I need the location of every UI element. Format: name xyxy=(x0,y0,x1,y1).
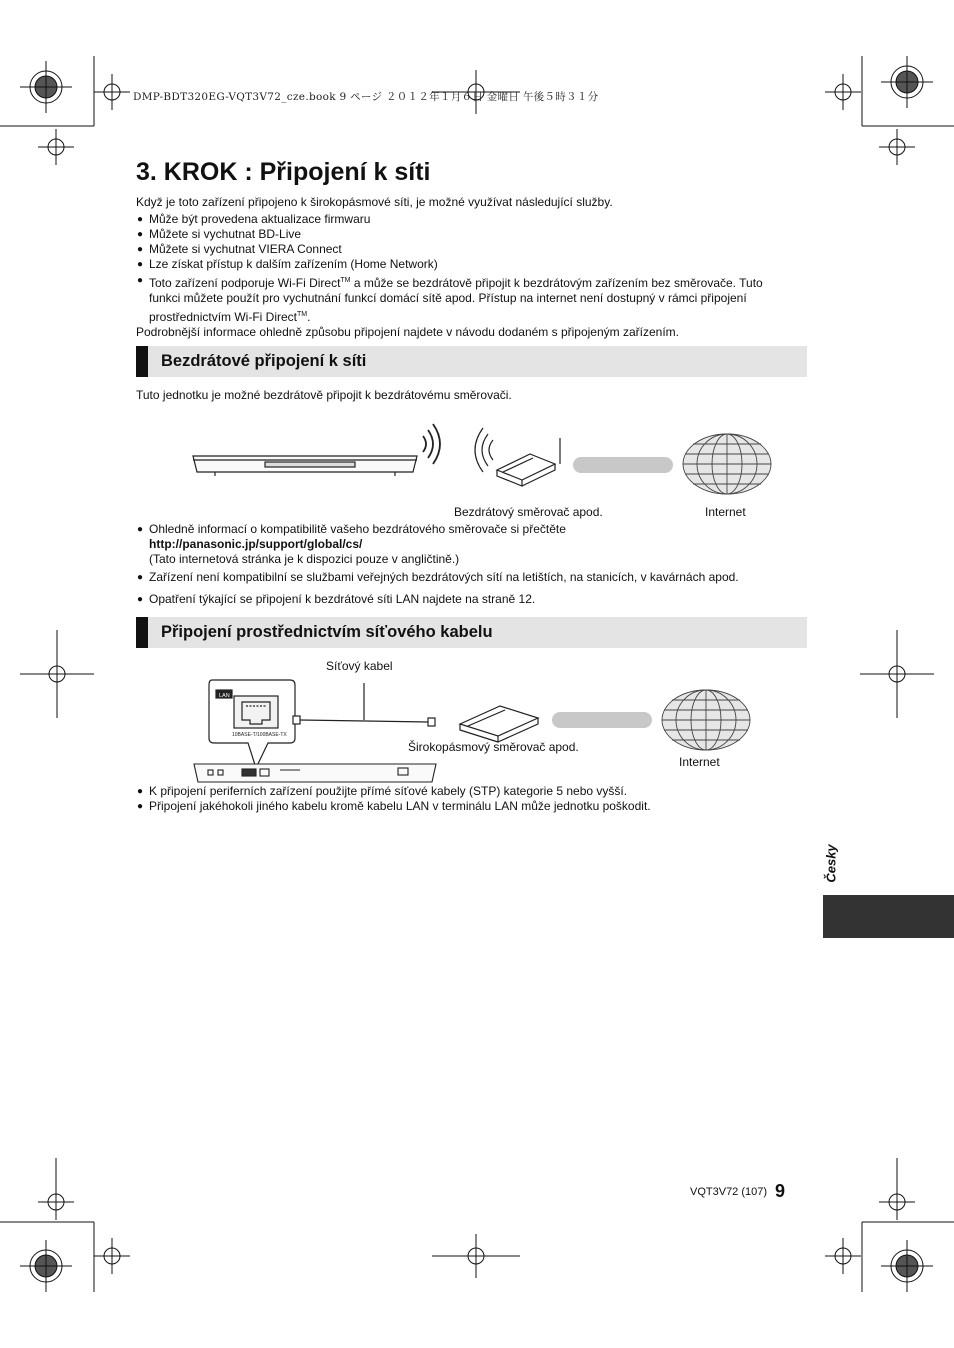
list-item: ● Opatření týkající se připojení k bezdrátové síti LAN najdete na straně 12. xyxy=(137,592,536,606)
document-code: VQT3V72 (107) xyxy=(690,1186,768,1198)
connection-bar xyxy=(552,712,652,728)
wifi-direct-note: ● Toto zařízení podporuje Wi-Fi Direct™ a může se bezdrátově připojit k bezdrátovým zařízením bez směrovače. Tuto funkci můžete použít pro vychutnání funkcí domácí sítě apod. Přístup na internet není dostupný v rámci připojení prostřednictvím Wi-Fi Direct™. xyxy=(137,275,763,324)
section-heading-label: Připojení prostřednictvím síťového kabelu xyxy=(161,623,493,641)
globe-illustration xyxy=(662,690,750,750)
language-tab xyxy=(823,895,954,938)
internet-caption: Internet xyxy=(705,505,746,519)
lan-port-label: LAN xyxy=(219,693,230,699)
language-label: Česky xyxy=(823,844,839,883)
broadband-router-caption: Širokopásmový směrovač apod. xyxy=(408,740,579,754)
wired-diagram xyxy=(190,678,760,788)
section-heading-label: Bezdrátové připojení k síti xyxy=(161,352,367,370)
lan-port-spec: 10BASE-T/100BASE-TX xyxy=(232,732,287,738)
section-heading-wireless xyxy=(136,346,807,377)
list-item: ● Můžete si vychutnat BD-Live xyxy=(137,227,302,241)
cable-illustration xyxy=(293,683,435,726)
print-header: DMP-BDT320EG-VQT3V72_cze.book 9 ページ ２０１２年１月６日 金曜日 午後５時３１分 xyxy=(133,91,599,103)
page-title: 3. KROK : Připojení k síti xyxy=(136,158,431,186)
player-illustration xyxy=(193,456,417,476)
list-item: ● Ohledně informací o kompatibilitě vašeho bezdrátového směrovače si přečtěte http://panasonic.jp/support/global/cs/ (Tato internetová stránka je k dispozici pouze v angličtině.) xyxy=(137,522,566,566)
section-heading-wired xyxy=(136,617,807,648)
section-marker xyxy=(136,346,148,377)
wireless-signal-icon xyxy=(423,424,440,464)
list-item: ● K připojení periferních zařízení použijte přímé síťové kabely (STP) kategorie 5 nebo vyšší. xyxy=(137,784,628,798)
broadband-router-illustration xyxy=(460,706,538,742)
list-item: ● Připojení jakéhokoli jiného kabelu kromě kabelu LAN v terminálu LAN může jednotku poškodit. xyxy=(137,799,651,813)
wireless-router-illustration xyxy=(475,428,560,486)
router-caption: Bezdrátový směrovač apod. xyxy=(454,505,603,519)
connection-bar xyxy=(573,457,673,473)
globe-illustration xyxy=(683,434,771,494)
support-link: http://panasonic.jp/support/global/cs/ xyxy=(149,537,363,551)
list-item: ● Může být provedena aktualizace firmwaru xyxy=(137,212,371,226)
wireless-text: Tuto jednotku je možné bezdrátově připojit k bezdrátovému směrovači. xyxy=(136,388,512,402)
details-note: Podrobnější informace ohledně způsobu připojení najdete v návodu dodaném s připojeným zařízením. xyxy=(136,325,679,339)
cable-caption: Síťový kabel xyxy=(326,659,393,673)
intro-text: Když je toto zařízení připojeno k širokopásmové síti, je možné využívat následující služby. xyxy=(136,195,613,209)
list-item: ● Zařízení není kompatibilní se službami veřejných bezdrátových sítí na letištích, na stanicích, v kavárnách apod. xyxy=(137,570,739,584)
player-rear-illustration xyxy=(194,764,436,782)
list-item: ● Lze získat přístup k dalším zařízením (Home Network) xyxy=(137,257,438,271)
internet-caption: Internet xyxy=(679,755,720,769)
list-item: ● Můžete si vychutnat VIERA Connect xyxy=(137,242,342,256)
section-marker xyxy=(136,617,148,648)
page-number: 9 xyxy=(775,1181,786,1201)
